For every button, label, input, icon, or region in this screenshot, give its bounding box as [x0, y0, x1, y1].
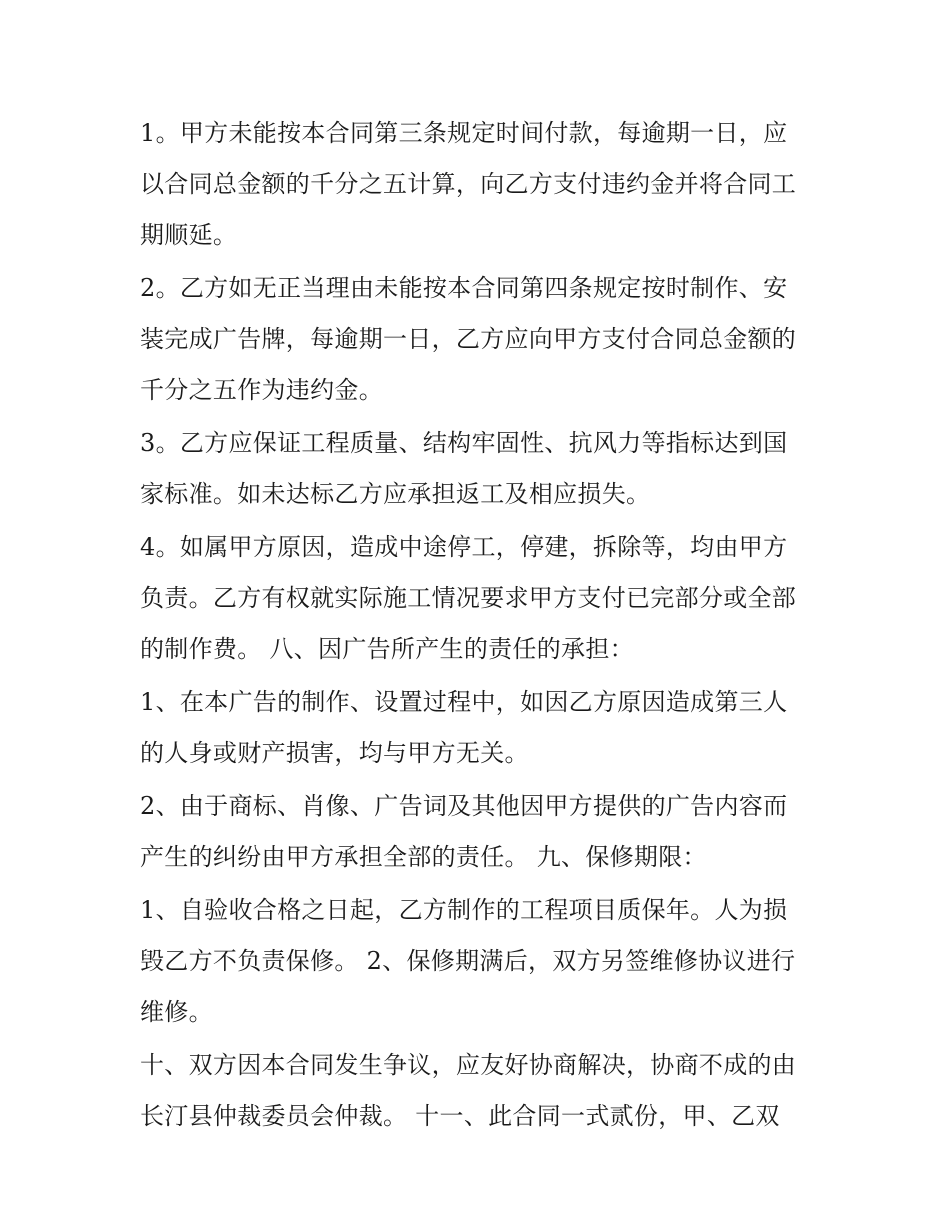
- paragraph-clause-2: [140, 263, 820, 416]
- text-line: 负责。乙方有权就实际施工情况要求甲方支付已完部分或全部: [140, 584, 797, 612]
- text-line: 毁乙方不负责保修。 2、保修期满后，双方另签维修协议进行: [140, 947, 796, 975]
- text-line: 的人身或财产损害，均与甲方无关。: [140, 739, 529, 767]
- paragraph-liability-1: [140, 677, 820, 779]
- text-line: 的制作费。 八、因广告所产生的责任的承担：: [140, 635, 634, 663]
- text-line: 维修。: [140, 998, 213, 1026]
- text-line: 产生的纠纷由甲方承担全部的责任。 九、保修期限：: [140, 843, 707, 871]
- text-line: 十、双方因本合同发生争议，应友好协商解决，协商不成的由: [140, 1051, 797, 1079]
- text-line: 千分之五作为违约金。: [140, 376, 383, 404]
- paragraph-clause-4: [140, 522, 820, 675]
- text-line: 1、在本广告的制作、设置过程中，如因乙方原因造成第三人: [140, 688, 788, 716]
- paragraph-dispute: [140, 1040, 820, 1142]
- text-line: 1。甲方未能按本合同第三条规定时间付款，每逾期一日，应: [140, 119, 788, 147]
- paragraph-liability-2: [140, 781, 820, 883]
- text-line: 1、自验收合格之日起，乙方制作的工程项目质保年。人为损: [140, 896, 788, 924]
- text-line: 家标准。如未达标乙方应承担返工及相应损失。: [140, 480, 651, 508]
- text-line: 装完成广告牌，每逾期一日，乙方应向甲方支付合同总金额的: [140, 325, 797, 353]
- paragraph-clause-1: [140, 108, 820, 261]
- text-line: 2、由于商标、肖像、广告词及其他因甲方提供的广告内容而: [140, 792, 788, 820]
- text-line: 4。如属甲方原因，造成中途停工，停建，拆除等，均由甲方: [140, 533, 788, 561]
- paragraph-warranty: [140, 885, 820, 1038]
- text-line: 以合同总金额的千分之五计算，向乙方支付违约金并将合同工: [140, 170, 797, 198]
- paragraph-clause-3: [140, 418, 820, 520]
- text-line: 长汀县仲裁委员会仲裁。 十一、此合同一式贰份，甲、乙双: [140, 1102, 780, 1130]
- text-line: 2。乙方如无正当理由未能按本合同第四条规定按时制作、安: [140, 274, 788, 302]
- text-line: 3。乙方应保证工程质量、结构牢固性、抗风力等指标达到国: [140, 429, 788, 457]
- document-body: [140, 108, 820, 1144]
- text-line: 期顺延。: [140, 221, 238, 249]
